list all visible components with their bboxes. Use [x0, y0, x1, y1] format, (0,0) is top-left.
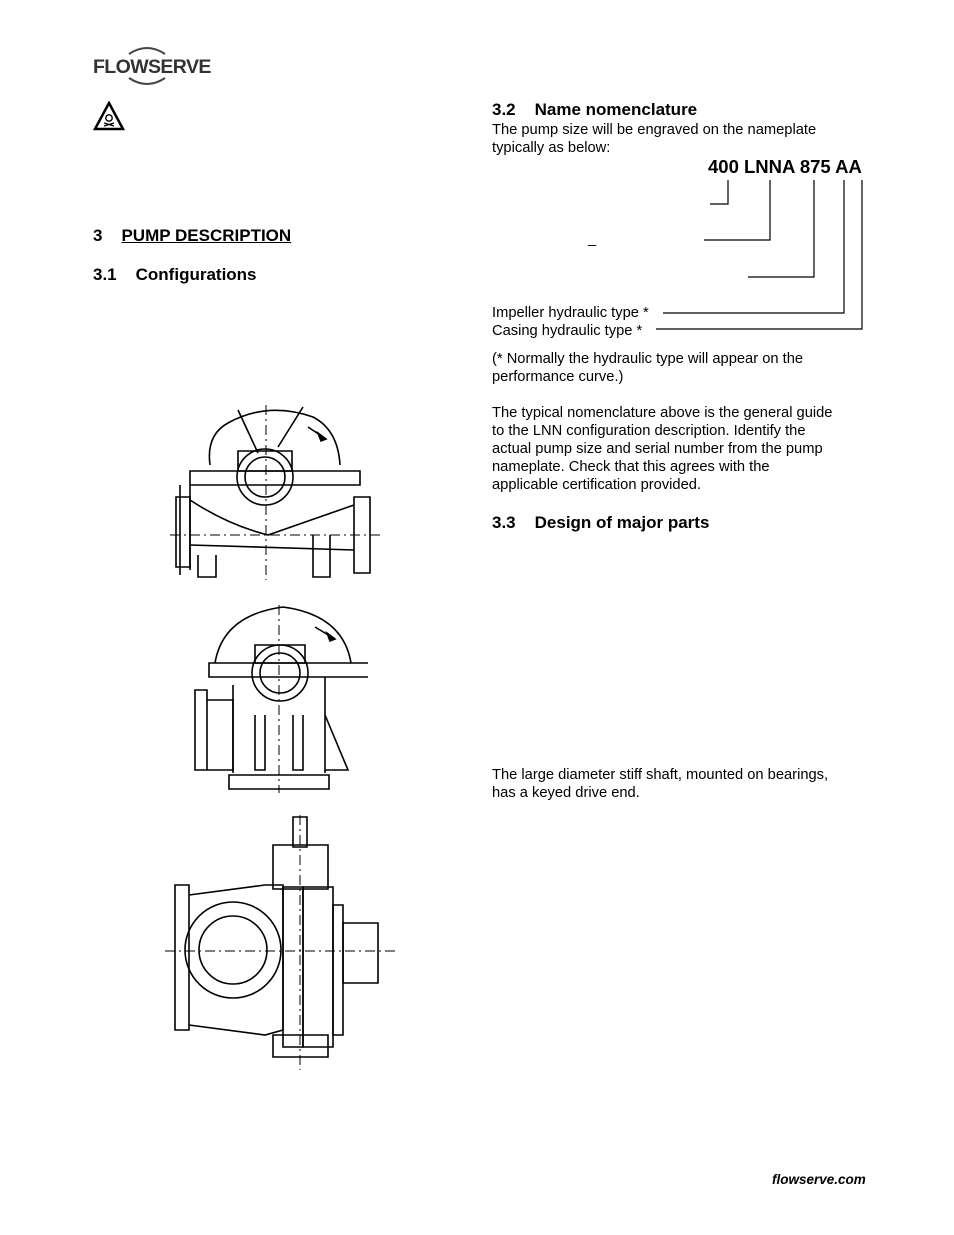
nomenclature-intro [492, 121, 816, 157]
text-line: nameplate. Check that this agrees with the [492, 459, 770, 475]
pump-configuration-drawing-3 [165, 815, 400, 1070]
section-title: Design of major parts [534, 513, 710, 532]
hazard-warning-icon [93, 101, 125, 131]
section-3-heading [93, 226, 291, 246]
logo-text: FLOWSERVE [93, 56, 211, 78]
nomenclature-paragraph [492, 404, 832, 494]
section-3-1-heading [93, 265, 257, 285]
section-number: 3.3 [492, 513, 516, 532]
section-number: 3 [93, 226, 103, 245]
nomenclature-code: 400 LNNA 875 AA [708, 156, 862, 177]
hydraulic-type-note [492, 350, 803, 386]
casing-type-label: Casing hydraulic type * [492, 323, 643, 339]
section-number: 3.1 [93, 265, 117, 284]
section-title: Name nomenclature [534, 100, 698, 119]
section-title: PUMP DESCRIPTION [121, 226, 292, 245]
shaft-description [492, 766, 828, 802]
text-line: (* Normally the hydraulic type will appear on the [492, 351, 804, 367]
text-line: applicable certification provided. [492, 477, 702, 493]
text-line: has a keyed drive end. [492, 785, 640, 801]
text-line: actual pump size and serial number from the pump [492, 441, 823, 457]
section-3-3-heading [492, 513, 709, 533]
pump-configuration-drawing-2 [193, 605, 368, 793]
footer-website: flowserve.com [772, 1172, 866, 1187]
text-line: The large diameter stiff shaft, mounted on bearings, [492, 767, 829, 783]
pump-configuration-drawing-1 [168, 405, 383, 580]
section-3-2-heading [492, 100, 697, 120]
section-number: 3.2 [492, 100, 516, 119]
text-line: typically as below: [492, 140, 611, 156]
text-line: to the LNN configuration description. Identify the [492, 423, 806, 439]
stray-mark: _ [588, 231, 597, 247]
text-line: The pump size will be engraved on the nameplate [492, 122, 817, 138]
flowserve-logo [93, 44, 211, 86]
text-line: The typical nomenclature above is the general guide [492, 405, 833, 421]
impeller-type-label: Impeller hydraulic type * [492, 305, 649, 321]
section-title: Configurations [135, 265, 257, 284]
logo-swoosh-icon [93, 44, 205, 86]
text-line: performance curve.) [492, 369, 624, 385]
